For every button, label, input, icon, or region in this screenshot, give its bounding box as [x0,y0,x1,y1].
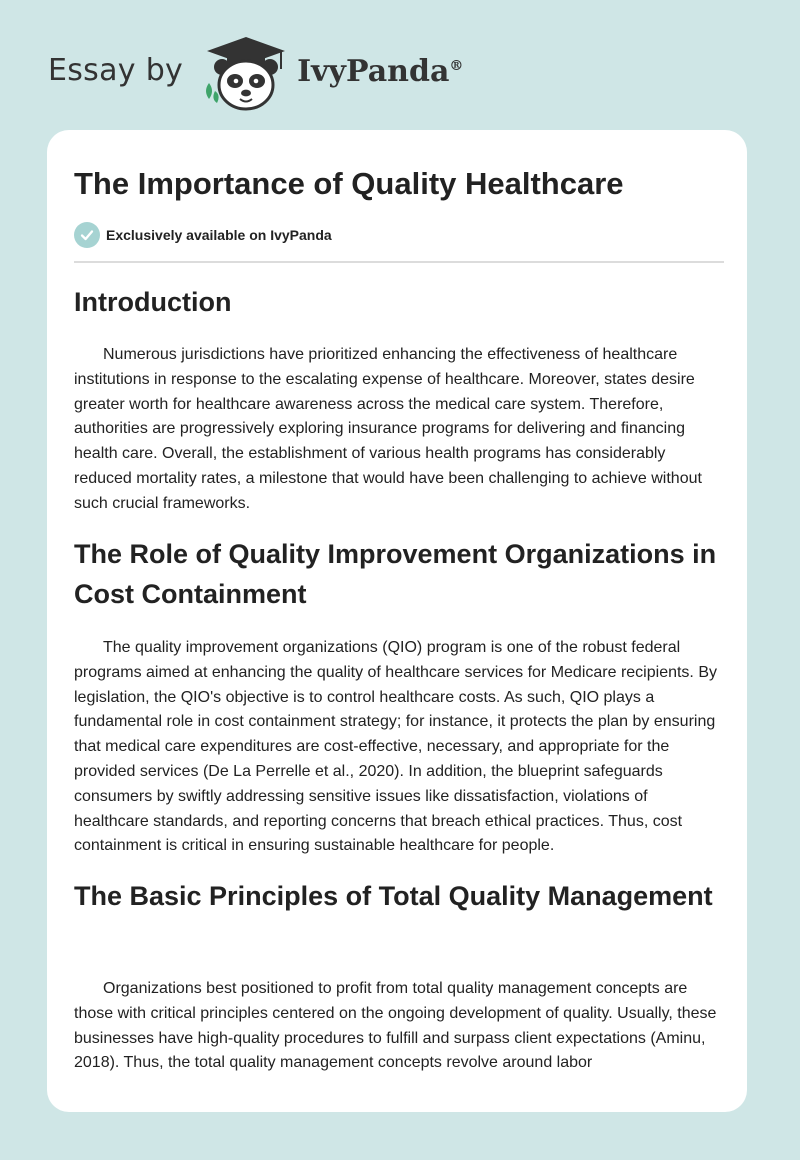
brand-name[interactable]: IvyPanda® [297,53,464,89]
section-body-qio: The quality improvement organizations (QIO) program is one of the robust federal programs aimed at enhancing the quality of healthcare services for Medicare recipients. By legislation, the QIO's objective is to control healthcare costs. As such, QIO plays a fundamental role in cost containment strategy; for instance, it protects the plan by ensuring that medical care expenditures are cost-effective, necessary, and appropriate for the provided services (De La Perrelle et al., 2020). In addition, the blueprint safeguards consumers by swiftly addressing sensitive issues like dissatisfaction, violations of healthcare standards, and reporting concerns that breach ethical practices. Thus, cost containment is critical in ensuring sustainable healthcare for people. [74,639,717,855]
essay-by-label: Essay by [48,52,184,88]
divider [74,261,724,263]
exclusive-badge-label: Exclusively available on IvyPanda [106,227,332,243]
section-heading-introduction: Introduction [74,287,232,317]
exclusive-badge [74,222,332,248]
section-body-introduction: Numerous jurisdictions have prioritized enhancing the effectiveness of healthcare institutions in response to the escalating expense of healthcare. Moreover, states desire greater worth for healthcare awareness across the medical care system. Therefore, authorities are progressively exploring insurance programs for delivering and financing health care. Overall, the establishment of various health programs has considerably reduced mortality rates, a milestone that would have been challenging to achieve without such crucial frameworks. [74,346,702,512]
check-icon [74,222,100,248]
registered-mark: ® [449,57,464,74]
section-heading-tqm: The Basic Principles of Total Quality Management [74,881,713,911]
section-heading-qio: The Role of Quality Improvement Organizations in Cost Containment [74,539,717,609]
section-body-tqm: Organizations best positioned to profit from total quality management concepts are those with critical principles centered on the ongoing development of quality. Usually, these businesses have high-quality procedures to fulfill and surpass client expectations (Aminu, 2018). Thus, the total quality management concepts revolve around labor [74,980,717,1072]
article-card [47,130,747,1112]
panda-logo-icon[interactable] [201,33,291,113]
site-header [48,28,463,118]
article-title: The Importance of Quality Healthcare [74,166,624,201]
